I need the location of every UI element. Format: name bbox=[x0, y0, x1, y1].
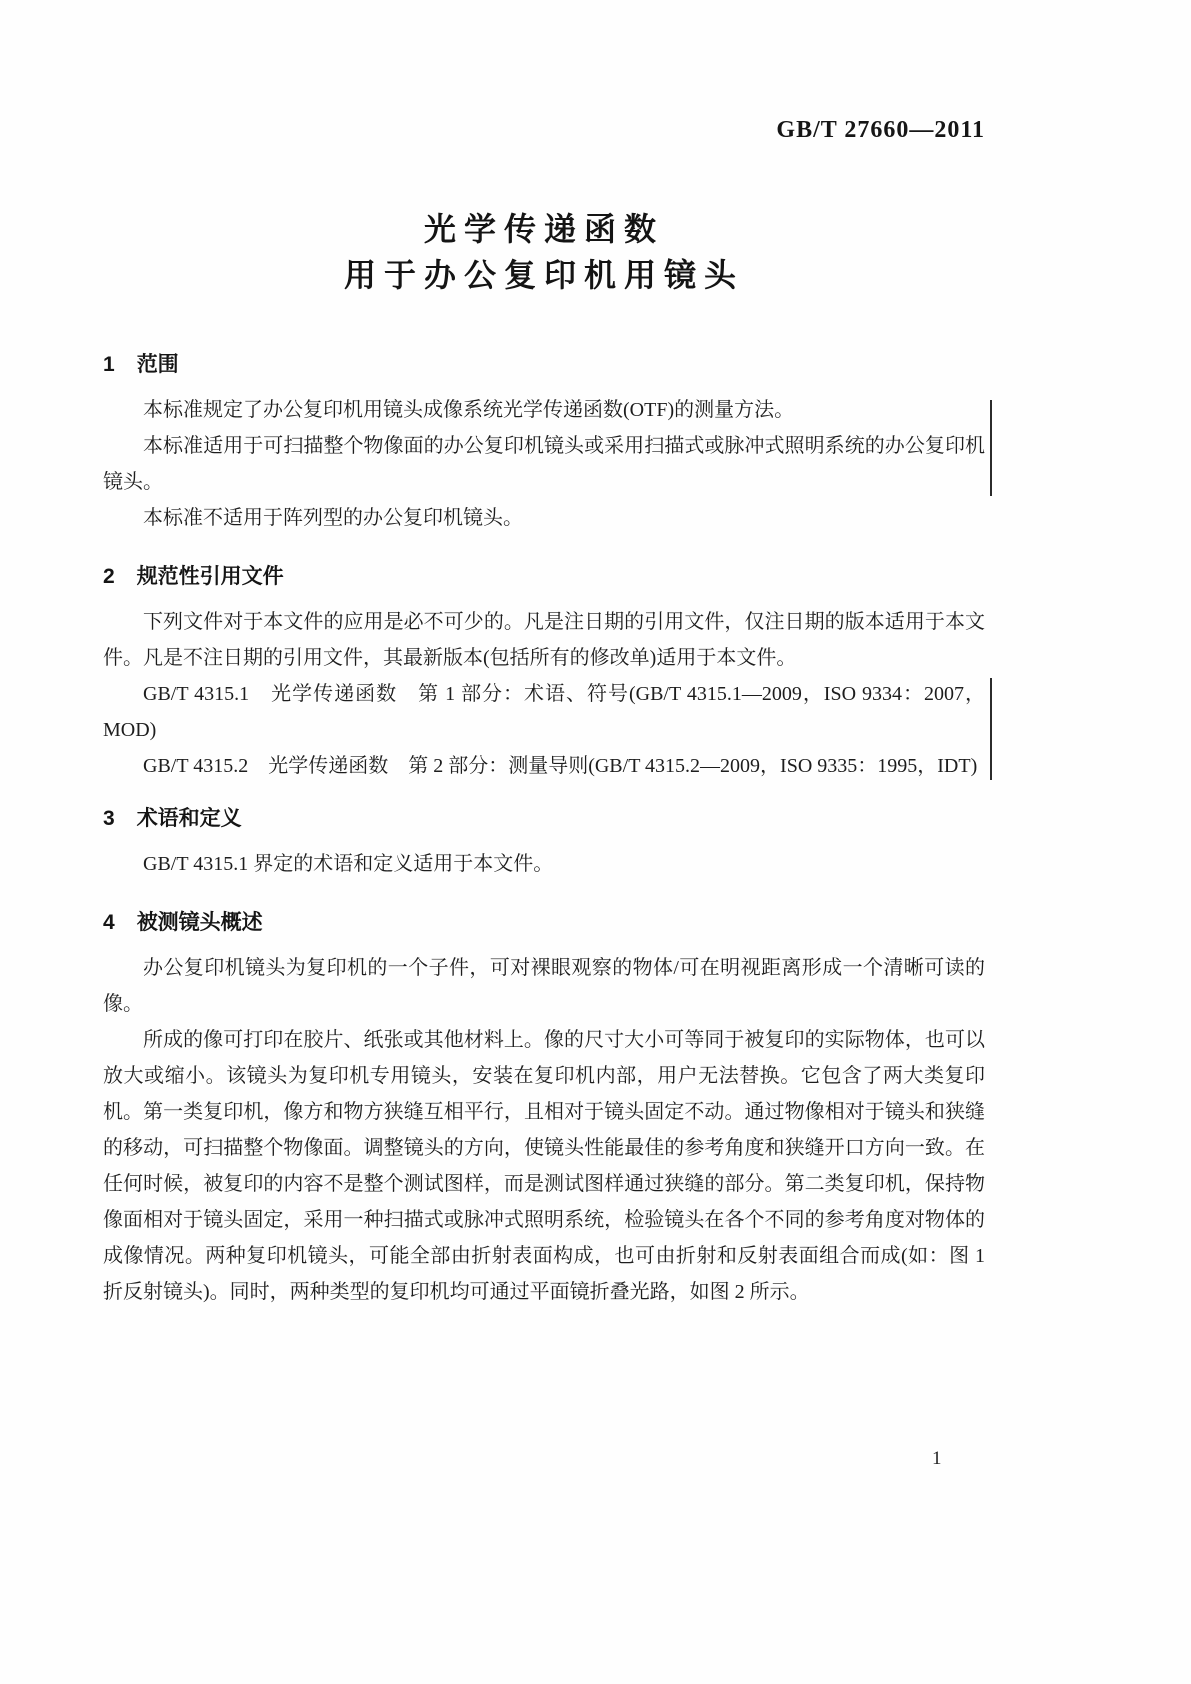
section-normative-references bbox=[103, 564, 985, 784]
paragraph: 下列文件对于本文件的应用是必不可少的。凡是注日期的引用文件，仅注日期的版本适用于本文件。凡是不注日期的引用文件，其最新版本(包括所有的修改单)适用于本文件。 bbox=[103, 611, 985, 669]
section-scope bbox=[103, 352, 985, 536]
section-lens-overview bbox=[103, 910, 985, 1310]
section-2-title: 规范性引用文件 bbox=[136, 565, 284, 588]
section-1-title: 范围 bbox=[136, 353, 179, 376]
section-3-title: 术语和定义 bbox=[136, 807, 242, 830]
title-line-1: 光学传递函数 bbox=[423, 211, 664, 247]
paragraph: 本标准适用于可扫描整个物像面的办公复印机镜头或采用扫描式或脉冲式照明系统的办公复印机镜头。 bbox=[103, 435, 985, 493]
section-4-heading bbox=[103, 910, 985, 936]
section-1-body bbox=[103, 392, 985, 536]
section-4-title: 被测镜头概述 bbox=[136, 911, 263, 934]
section-terms-definitions bbox=[103, 806, 985, 882]
title-line-2: 用于办公复印机用镜头 bbox=[343, 257, 744, 293]
paragraph: 本标准不适用于阵列型的办公复印机镜头。 bbox=[143, 507, 523, 529]
reference-entry: GB/T 4315.2 光学传递函数 第 2 部分：测量导则(GB/T 4315.2—2009，ISO 9335：1995，IDT) bbox=[143, 755, 978, 777]
page-number: 1 bbox=[932, 1448, 942, 1469]
section-4-body bbox=[103, 950, 985, 1310]
section-3-number: 3 bbox=[103, 807, 115, 830]
page-content bbox=[103, 0, 985, 1310]
section-1-heading bbox=[103, 352, 985, 378]
document-title bbox=[103, 206, 985, 298]
section-2-body bbox=[103, 604, 985, 784]
section-1-number: 1 bbox=[103, 353, 115, 376]
section-2-heading bbox=[103, 564, 985, 590]
section-2-number: 2 bbox=[103, 565, 115, 588]
section-4-number: 4 bbox=[103, 911, 115, 934]
section-3-body bbox=[103, 846, 985, 882]
revision-change-bar-scope bbox=[990, 400, 992, 496]
standard-number: GB/T 27660—2011 bbox=[776, 117, 985, 143]
paragraph: 本标准规定了办公复印机用镜头成像系统光学传递函数(OTF)的测量方法。 bbox=[143, 399, 795, 421]
paragraph: 所成的像可打印在胶片、纸张或其他材料上。像的尺寸大小可等同于被复印的实际物体，也可以放大或缩小。该镜头为复印机专用镜头，安装在复印机内部，用户无法替换。它包含了两大类复印机。第一类复印机，像方和物方狭缝互相平行，且相对于镜头固定不动。通过物像相对于镜头和狭缝的移动，可扫描整个物像面。调整镜头的方向，使镜头性能最佳的参考角度和狭缝开口方向一致。在任何时候，被复印的内容不是整个测试图样，而是测试图样通过狭缝的部分。第二类复印机，保持物像面相对于镜头固定，采用一种扫描式或脉冲式照明系统，检验镜头在各个不同的参考角度对物体的成像情况。两种复印机镜头，可能全部由折射表面构成，也可由折射和反射表面组合而成(如：图 1 折反射镜头)。同时，两种类型的复印机均可通过平面镜折叠光路，如图 2 所示。 bbox=[103, 1029, 985, 1303]
section-3-heading bbox=[103, 806, 985, 832]
reference-entry: GB/T 4315.1 光学传递函数 第 1 部分：术语、符号(GB/T 4315.1—2009，ISO 9334：2007，MOD) bbox=[103, 683, 985, 741]
revision-change-bar-references bbox=[990, 678, 992, 780]
paragraph: GB/T 4315.1 界定的术语和定义适用于本文件。 bbox=[143, 853, 554, 875]
paragraph: 办公复印机镜头为复印机的一个子件，可对裸眼观察的物体/可在明视距离形成一个清晰可读的像。 bbox=[103, 957, 985, 1015]
